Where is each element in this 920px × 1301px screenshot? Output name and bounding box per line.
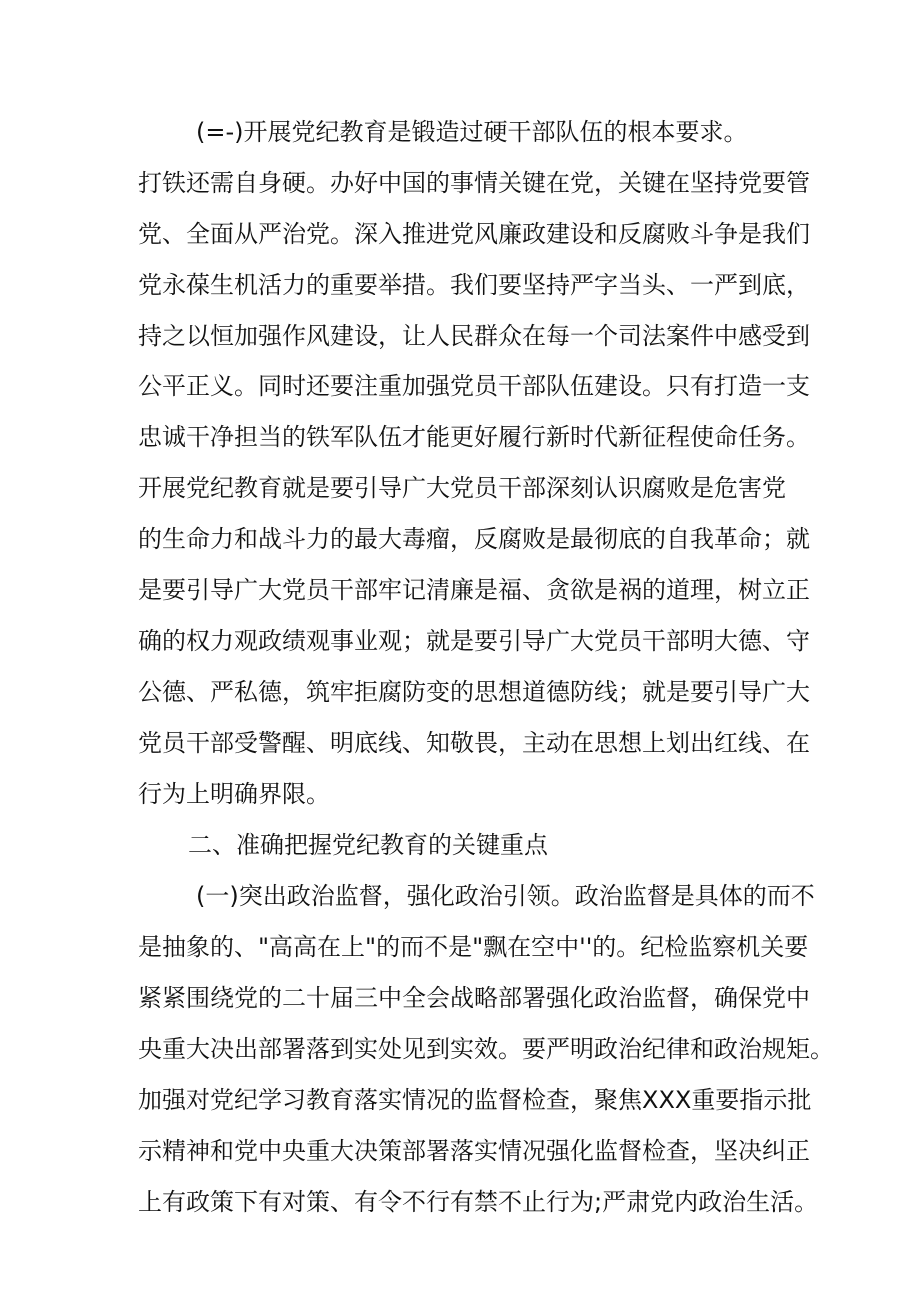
paragraph-line: 的生命力和战斗力的最大毒瘤，反腐败是最彻底的自我革命；就 bbox=[138, 525, 810, 553]
paragraph-line: 开展党纪教育就是要引导广大党员干部深刻认识腐败是危害党 bbox=[138, 474, 786, 502]
paragraph-line: 党永葆生机活力的重要举措。我们要坚持严字当头、一严到底， bbox=[138, 271, 810, 299]
subheading-line: (一)突出政治监督，强化政治引领。政治监督是具体的而不 bbox=[196, 882, 815, 910]
paragraph-line: 央重大决出部署落到实处见到实效。要严明政治纪律和政治规矩。 bbox=[138, 1035, 834, 1063]
paragraph-line: 行为上明确界限。 bbox=[138, 780, 330, 808]
subheading-line: (=-)开展党纪教育是锻造过硬干部队伍的根本要求。 bbox=[196, 118, 748, 146]
paragraph-line: 党员干部受警醒、明底线、知敬畏，主动在思想上划出红线、在 bbox=[138, 729, 810, 757]
paragraph-line: 党、全面从严治党。深入推进党风廉政建设和反腐败斗争是我们 bbox=[138, 220, 810, 248]
paragraph-line: 持之以恒加强作风建设，让人民群众在每一个司法案件中感受到 bbox=[138, 322, 810, 350]
paragraph-line: 打铁还需自身硬。办好中国的事情关键在党，关键在坚持党要管 bbox=[138, 169, 810, 197]
paragraph-line: 上有政策下有对策、有令不行有禁不止行为;严肃党内政治生活。 bbox=[138, 1188, 819, 1216]
section-heading: 二、准确把握党纪教育的关键重点 bbox=[188, 831, 548, 859]
paragraph-line: 是要引导广大党员干部牢记清廉是福、贪欲是祸的道理，树立正 bbox=[138, 576, 810, 604]
paragraph-line: 加强对党纪学习教育落实情况的监督检查，聚焦XXX重要指示批 bbox=[138, 1086, 812, 1114]
paragraph-line: 示精神和党中央重大决策部署落实情况强化监督检查，坚决纠正 bbox=[138, 1137, 810, 1165]
paragraph-line: 确的权力观政绩观事业观；就是要引导广大党员干部明大德、守 bbox=[138, 627, 810, 655]
paragraph-line: 是抽象的、"高高在上"的而不是"飘在空中''的。纪检监察机关要 bbox=[138, 933, 809, 961]
paragraph-line: 公平正义。同时还要注重加强党员干部队伍建设。只有打造一支 bbox=[138, 372, 810, 400]
paragraph-line: 忠诚干净担当的铁军队伍才能更好履行新时代新征程使命任务。 bbox=[138, 423, 810, 451]
paragraph-line: 紧紧围绕党的二十届三中全会战略部署强化政治监督，确保党中 bbox=[138, 984, 810, 1012]
paragraph-line: 公德、严私德，筑牢拒腐防变的思想道德防线；就是要引导广大 bbox=[138, 678, 810, 706]
